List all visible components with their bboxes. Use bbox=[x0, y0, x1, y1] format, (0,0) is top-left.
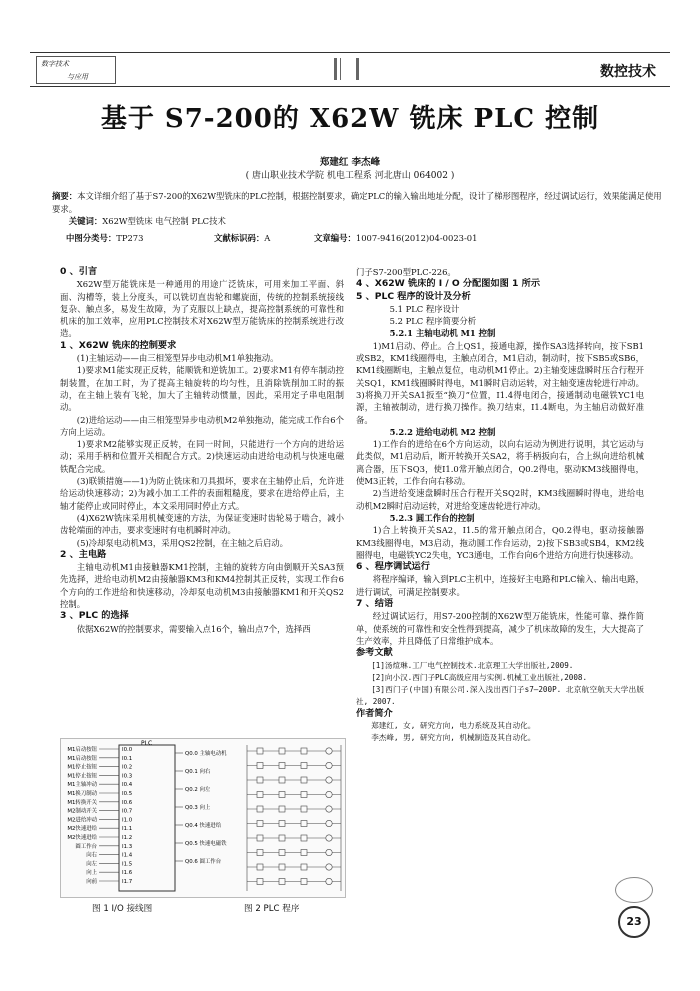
ladder-contact bbox=[279, 879, 285, 885]
doc-code bbox=[214, 232, 270, 244]
right-column bbox=[356, 266, 644, 744]
ladder-contact bbox=[301, 806, 307, 812]
ladder-contact bbox=[279, 763, 285, 769]
article-id-label: 文章编号： bbox=[314, 233, 356, 243]
output-labels bbox=[175, 749, 227, 865]
references-heading: 参考文献 bbox=[356, 647, 393, 659]
input-address: I1.3 bbox=[122, 843, 133, 850]
input-label: 向右 bbox=[86, 852, 97, 859]
paragraph: 2)当进给变速盘瞬时压合行程开关SQ2时，KM3线圈瞬时得电，进给电动机M2瞬时启动运转，对进给变速齿轮进行冲动。 bbox=[356, 488, 644, 511]
ladder-contact bbox=[301, 777, 307, 783]
ladder-contact bbox=[279, 835, 285, 841]
ladder-contact bbox=[301, 763, 307, 769]
ladder-contact bbox=[257, 864, 263, 870]
subsubsection-heading: 5.2.1 主轴电动机 M1 控制 bbox=[389, 328, 496, 339]
output-label: Q0.3 向上 bbox=[185, 805, 211, 811]
paragraph: 将程序编译，输入到PLC主机中，连接好主电路和PLC输入、输出电路，进行调试，可满足控制要求。 bbox=[356, 574, 644, 597]
ladder-coil bbox=[326, 835, 332, 841]
ladder-contact bbox=[257, 806, 263, 812]
ladder-coil bbox=[326, 806, 332, 812]
input-address: I0.1 bbox=[122, 755, 133, 762]
input-label: 向前 bbox=[86, 879, 97, 885]
subsection-heading: 5.2 PLC 程序简要分析 bbox=[389, 316, 477, 327]
paragraph: X62W型万能铣床是一种通用的用途广泛铣床，可用来加工平面、斜面、沟槽等，装上分度头，可以铣切直齿轮和螺旋面，传统的控制系统接线复杂、触点多，易发生故障，为了克服以上缺点，提高控制系统的可靠性和机床的加工效率，应用PLC控制技术对X62W型万能铣床的控制系统进行改造。 bbox=[60, 279, 344, 339]
input-address: I0.6 bbox=[122, 799, 133, 806]
abstract-label: 摘要： bbox=[52, 191, 78, 201]
input-address: I0.4 bbox=[122, 782, 133, 789]
logo-line2: 与应用 bbox=[67, 73, 88, 81]
header-divider bbox=[340, 58, 341, 80]
paragraph: 1)合上转换开关SA2，I1.5的常开触点闭合，Q0.2得电，驱动接触器KM3线圈得电，M3启动，拖动圆工作台运动，2)按下SB3或SB4，KM2线圈得电，电磁铁YC2失电，YC3通电，工作台向6个进给方向进行快速移动。 bbox=[356, 525, 644, 560]
ladder-coil bbox=[326, 878, 332, 884]
section-tag: 数控技术 bbox=[600, 64, 656, 80]
logo-line1: 数字技术 bbox=[41, 60, 69, 68]
input-address: I1.1 bbox=[122, 826, 133, 833]
ladder-contact bbox=[257, 821, 263, 827]
input-address: I0.0 bbox=[122, 747, 133, 753]
ladder-contact bbox=[257, 777, 263, 783]
input-label: M1启动按钮 bbox=[67, 755, 97, 762]
ladder-contact bbox=[279, 806, 285, 812]
figure2-caption: 图 2 PLC 程序 bbox=[244, 904, 300, 914]
output-label: Q0.5 快速电磁铁 bbox=[185, 841, 227, 847]
plc-label: PLC bbox=[141, 740, 153, 747]
figure-io-wiring bbox=[60, 738, 346, 898]
abstract bbox=[52, 190, 662, 228]
output-label: Q0.6 圆工作台 bbox=[185, 859, 222, 865]
ladder-contact bbox=[257, 850, 263, 856]
paragraph: (3)联锁措施——1)为防止铣床和刀具损坏，要求在主轴停止后，允许进给运动快速移动；2)为减小加工工件的表面粗糙度，要求在进给停止后，主轴才能停止或同时停止，本文采用同时停止方式。 bbox=[60, 476, 344, 511]
ladder-contact bbox=[301, 864, 307, 870]
input-address: I1.4 bbox=[122, 852, 133, 859]
input-label: M2制动开关 bbox=[67, 808, 97, 815]
doc-code-label: 文献标识码： bbox=[214, 233, 265, 243]
subsubsection-heading: 5.2.3 圆工作台的控制 bbox=[389, 512, 475, 523]
ladder-contact bbox=[301, 835, 307, 841]
input-address: I1.2 bbox=[122, 835, 133, 841]
input-label: M2快速进给 bbox=[67, 826, 97, 833]
ladder-coil bbox=[326, 777, 332, 783]
ladder-contact bbox=[257, 763, 263, 769]
input-label: M1启动按钮 bbox=[67, 747, 97, 753]
ladder-contact bbox=[257, 792, 263, 798]
input-label: M1停止按钮 bbox=[67, 764, 97, 771]
input-address: I0.5 bbox=[122, 791, 133, 797]
reference-item: [2]向小汉.西门子PLC高级应用与实例.机械工业出版社,2008. bbox=[371, 672, 588, 682]
section-heading: 6 、程序调试运行 bbox=[356, 561, 430, 573]
article-id-value: 1007-9416(2012)04-0023-01 bbox=[355, 233, 478, 243]
ladder-contact bbox=[279, 864, 285, 870]
ladder-contact bbox=[279, 777, 285, 783]
input-address: I1.0 bbox=[122, 817, 133, 824]
author-bio: 李杰峰, 男, 研究方向, 机械制造及其自动化。 bbox=[371, 732, 536, 742]
subsection-heading: 5.1 PLC 程序设计 bbox=[389, 303, 460, 314]
authors: 郑建红 李杰峰 bbox=[319, 157, 381, 168]
doc-code-value: A bbox=[264, 233, 271, 243]
section-heading: 1 、X62W 铣床的控制要求 bbox=[60, 339, 177, 351]
output-label: Q0.0 主轴电动机 bbox=[185, 751, 227, 757]
author-bio: 郑建红, 女, 研究方向, 电力系统及其自动化。 bbox=[371, 720, 536, 730]
paragraph: 1)工作台的进给在6个方向运动，以向右运动为例进行说明，其它运动与此类似，M1启动后，断开转换开关SA2，将手柄扳向右，合上纵向进给机械离合器，压下SQ3，使I1.0常开触点闭合，Q0.2得电，驱动KM3线圈得电，使M3正转，工作台向右移动。 bbox=[356, 439, 644, 487]
input-label: M1转换开关 bbox=[67, 799, 97, 806]
section-heading: 2 、主电路 bbox=[60, 548, 107, 560]
section-heading: 7 、结语 bbox=[356, 598, 394, 610]
reference-item: [1]汤煊琳.工厂电气控制技术.北京理工大学出版社,2009. bbox=[371, 660, 574, 670]
keywords-label: 关键词： bbox=[68, 216, 103, 226]
paragraph: 1)M1启动、停止。合上QS1，接通电源，操作SA3选择转向，按下SB1或SB2，KM1线圈得电，主触点闭合，M1启动，制动时，按下SB5或SB6，KM1线圈断电，主触点复位，电动机M1停止。2)主轴变速盘瞬时压合行程开关SQ1，KM1线圈瞬时得电，M1瞬时启动运转，对主轴变速齿轮进行冲动。3)将换刀开关SA1扳至“换刀”位置，I1.4得电闭合，接通制动电磁铁YC1电源，主轴被制动，进行换刀操作。换刀结束，I1.4断电，为主轴启动做好准备。 bbox=[356, 340, 644, 425]
ladder-contact bbox=[301, 850, 307, 856]
input-label: M1停止按钮 bbox=[67, 773, 97, 780]
section-heading: 5 、PLC 程序的设计及分析 bbox=[356, 290, 471, 302]
ladder-contact bbox=[301, 748, 307, 754]
ladder-coil bbox=[326, 849, 332, 855]
output-label: Q0.2 向左 bbox=[185, 787, 211, 793]
paragraph: (5)冷却泵电动机M3，采用QS2控制，在主轴之后启动。 bbox=[76, 537, 288, 548]
subsubsection-heading: 5.2.2 进给电动机 M2 控制 bbox=[389, 426, 496, 437]
header-divider bbox=[334, 58, 337, 80]
ladder-contact bbox=[301, 792, 307, 798]
ladder-contact bbox=[301, 821, 307, 827]
ladder-contact bbox=[257, 879, 263, 885]
input-label: M2快速进给 bbox=[67, 835, 97, 841]
paragraph: (1)主轴运动——由三相笼型异步电动机M1单独拖动。 bbox=[76, 353, 279, 364]
section-heading: 4 、X62W 铣床的 I / O 分配图如图 1 所示 bbox=[356, 278, 541, 290]
classification-label: 中图分类号： bbox=[66, 233, 117, 243]
ladder-coil bbox=[326, 748, 332, 754]
input-address: I1.7 bbox=[122, 879, 133, 885]
input-label: M1主轴冲动 bbox=[67, 782, 97, 789]
affiliation: ( 唐山职业技术学院 机电工程系 河北唐山 064002 ) bbox=[245, 171, 455, 181]
classification bbox=[66, 232, 143, 244]
figure1-caption: 图 1 I/O 接线图 bbox=[92, 904, 153, 914]
ladder-contact bbox=[257, 748, 263, 754]
ladder-coil bbox=[326, 791, 332, 797]
input-address: I1.5 bbox=[122, 861, 133, 868]
ladder-coil bbox=[326, 864, 332, 870]
ladder-program bbox=[247, 745, 341, 891]
paragraph: 主轴电动机M1由接触器KM1控制，主轴的旋转方向由倒顺开关SA3预先选择，进给电动机M2由接触器KM3和KM4控制其正反转，实现工作台6个方向的工作进给和快速移动，冷却泵电动机M3由接触器KM1和开关QS2控制。 bbox=[60, 562, 344, 610]
page-number: 23 bbox=[618, 906, 650, 938]
ladder-contact bbox=[301, 879, 307, 885]
output-label: Q0.4 快速进给 bbox=[185, 823, 222, 829]
journal-seal-icon bbox=[615, 877, 653, 903]
author-bio-heading: 作者简介 bbox=[356, 707, 393, 719]
reference-item: [3]西门子(中国)有限公司.深入浅出西门子s7—200P. 北京航空航天大学出版社, 2007. bbox=[356, 684, 644, 706]
paragraph: (2)进给运动——由三相笼型异步电动机M2单独拖动，能完成工作台6个方向上运动。 bbox=[60, 414, 344, 437]
input-labels bbox=[67, 745, 132, 885]
left-column bbox=[60, 266, 344, 635]
input-label: 向左 bbox=[86, 861, 97, 868]
ladder-contact bbox=[279, 792, 285, 798]
input-address: I1.6 bbox=[122, 870, 133, 877]
ladder-contact bbox=[257, 835, 263, 841]
input-address: I0.7 bbox=[122, 808, 133, 815]
input-label: M1换刀制动 bbox=[67, 791, 97, 797]
paragraph: 经过调试运行，用S7-200控制的X62W型万能铣床，性能可靠、操作简单，使系统的可靠性和安全性得到提高，减少了机床故障的发生，大大提高了生产效率，并且降低了日常维护成本。 bbox=[356, 611, 644, 646]
ladder-coil bbox=[326, 820, 332, 826]
paragraph: 依据X62W的控制要求，需要输入点16个，输出点7个，选择西 bbox=[76, 623, 311, 634]
input-address: I0.3 bbox=[122, 773, 133, 780]
article-title: 基于 S7-200的 X62W 铣床 PLC 控制 bbox=[100, 104, 600, 134]
article-id bbox=[314, 232, 477, 244]
paragraph: (4)X62W铣床采用机械变速的方法，为保证变速时齿轮易于啮合，减小齿轮端面的冲击，要求变速时有电机瞬时冲动。 bbox=[60, 512, 344, 536]
classification-value: TP273 bbox=[116, 233, 144, 243]
journal-logo bbox=[36, 56, 116, 84]
ladder-coil bbox=[326, 762, 332, 768]
keywords: X62W型铣床 电气控制 PLC技术 bbox=[102, 216, 226, 226]
input-label: 向上 bbox=[86, 870, 97, 877]
section-heading: 3 、PLC 的选择 bbox=[60, 610, 129, 622]
ladder-contact bbox=[279, 821, 285, 827]
header-divider bbox=[356, 58, 359, 80]
input-address: I0.2 bbox=[122, 764, 133, 771]
section-heading: 0 、引言 bbox=[60, 266, 98, 277]
paragraph: 1)要求M1能实现正反转，能顺铣和逆铣加工。2)要求M1有停车制动控制装置，在加工时，为了提高主轴旋转的均匀性，且消除铣削加工时的振动，在主轴上装有飞轮，加大了主轴转动惯量，因此，采用定子串电阻制动。 bbox=[60, 365, 344, 413]
io-wiring-diagram bbox=[61, 739, 345, 897]
input-label: 圆工作台 bbox=[75, 843, 97, 850]
abstract-text: 本文详细介绍了基于S7-200的X62W型铣床的PLC控制，根据控制要求，确定PLC的输入输出地址分配，设计了梯形图程序，经过调试运行，效果能满足使用要求。 bbox=[52, 191, 662, 214]
ladder-contact bbox=[279, 850, 285, 856]
input-label: M2进给冲动 bbox=[67, 817, 97, 824]
ladder-contact bbox=[279, 748, 285, 754]
paragraph: 1)要求M2能够实现正反转，在同一时间，只能进行一个方向的进给运动；采用手柄和位置开关相配合方式。2)快速运动由进给电动机与快速电磁铁配合完成。 bbox=[60, 439, 344, 474]
paragraph: 门子S7-200型PLC-226。 bbox=[356, 267, 456, 277]
output-label: Q0.1 向右 bbox=[185, 769, 211, 775]
